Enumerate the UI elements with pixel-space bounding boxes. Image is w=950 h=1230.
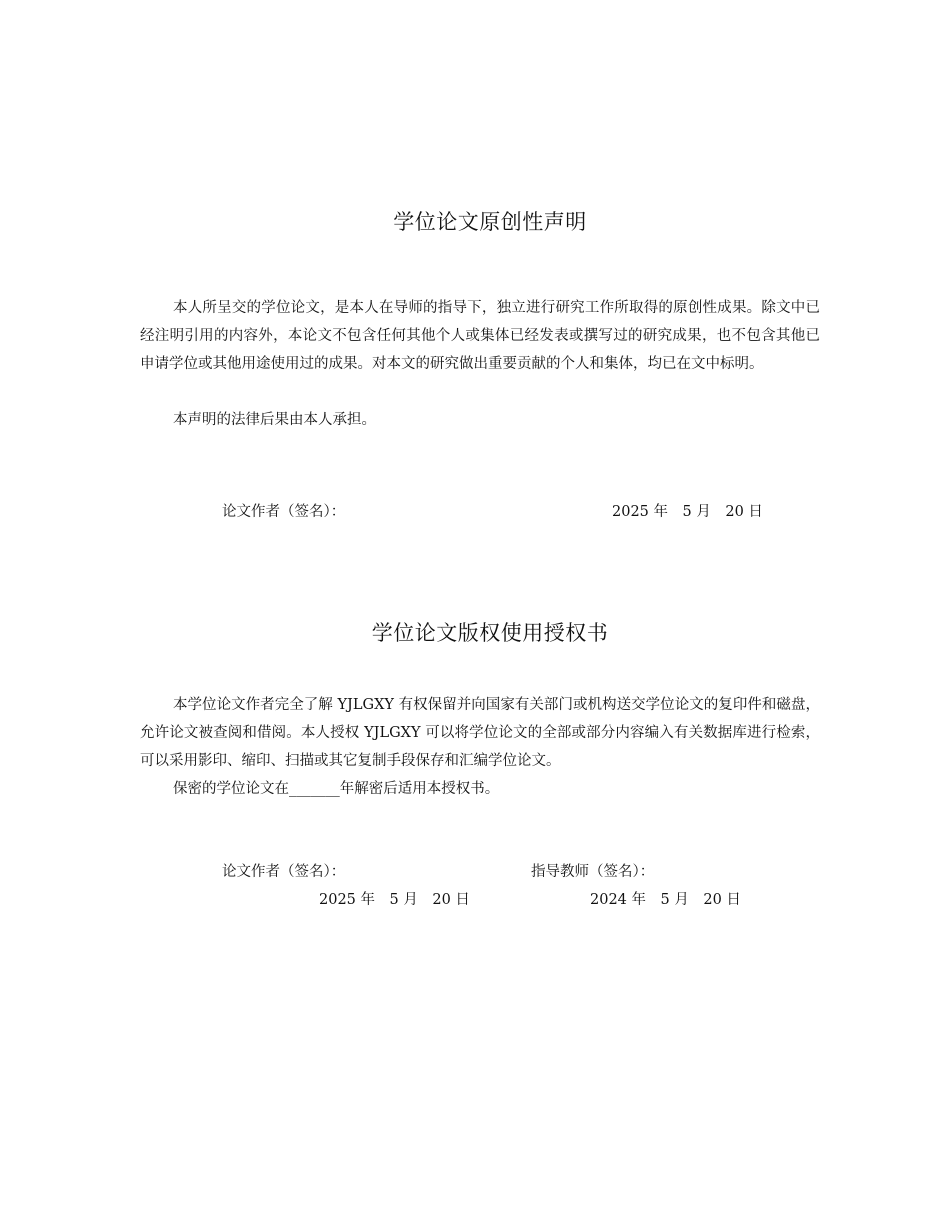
- authorization-paragraph-2: 保密的学位论文在_______年解密后适用本授权书。: [173, 781, 500, 797]
- authorization-author-signature-label: 论文作者（签名）：: [222, 864, 346, 880]
- authorization-paragraph-1: 本学位论文作者完全了解 YJLGXY 有权保留并向国家有关部门或机构送交学位论文的复印件和磁盘，允许论文被查阅和借阅。本人授权 YJLGXY 可以将学位论文的全部或部分内容编入有关数据库进行检索，可以采用影印、缩印、扫描或其它复制手段保存和汇编学位论文。: [140, 697, 820, 769]
- declaration-paragraph-1: 本人所呈交的学位论文，是本人在导师的指导下，独立进行研究工作所取得的原创性成果。除文中已经注明引用的内容外，本论文不包含任何其他个人或集体已经发表或撰写过的研究成果，也不包含其他已申请学位或其他用途使用过的成果。对本文的研究做出重要贡献的个人和集体，均已在文中标明。: [140, 300, 820, 372]
- authorization-advisor-signature-label: 指导教师（签名）：: [531, 864, 655, 880]
- authorization-advisor-date: 2024 年 5 月 20 日: [590, 892, 741, 908]
- declaration-author-signature-label: 论文作者（签名）：: [222, 504, 346, 520]
- declaration-date: 2025 年 5 月 20 日: [612, 504, 763, 520]
- authorization-author-date: 2025 年 5 月 20 日: [319, 892, 470, 908]
- authorization-title: 学位论文版权使用授权书: [371, 621, 609, 645]
- declaration-paragraph-2: 本声明的法律后果由本人承担。: [173, 412, 376, 428]
- declaration-title: 学位论文原创性声明: [393, 210, 587, 234]
